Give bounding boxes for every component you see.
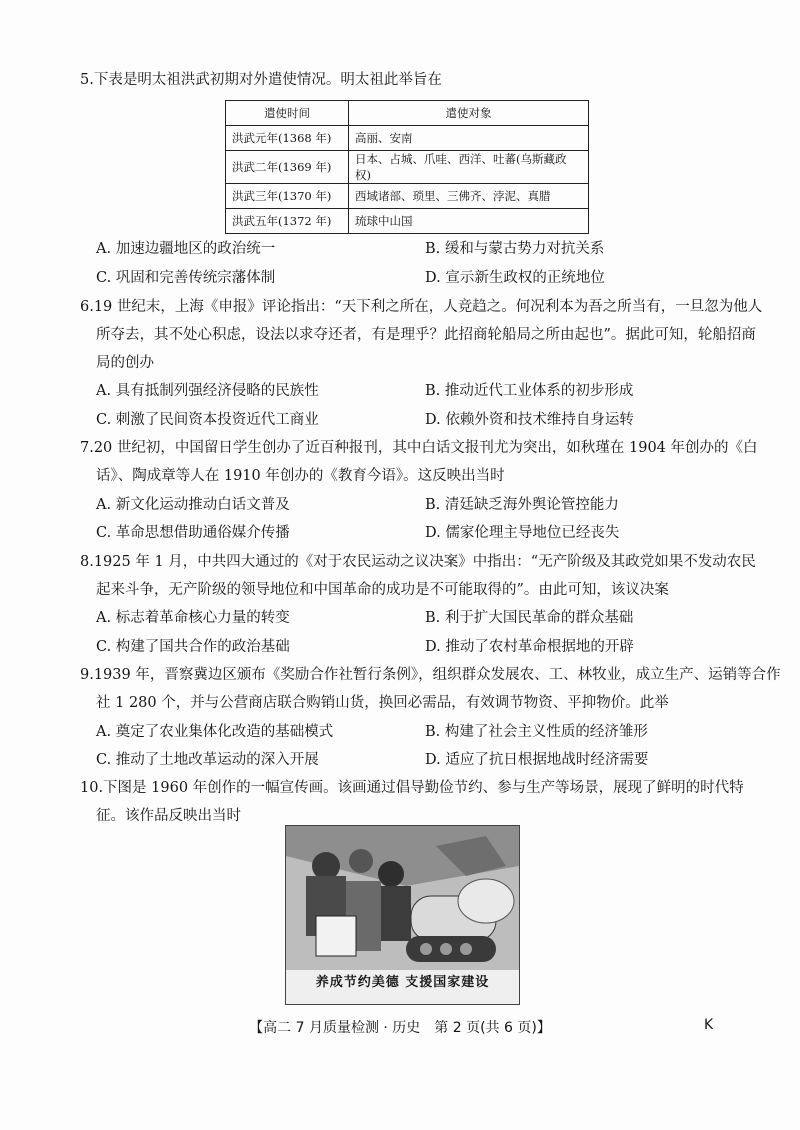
question-9-line-2: 社 1 280 个，并与公营商店联合购销山货，换回必需品，有效调节物资、平抑物价。此举 bbox=[96, 695, 669, 711]
propaganda-poster-image bbox=[285, 825, 520, 1005]
question-8-line-1: 8.1925 年 1 月，中共四大通过的《对于农民运动之议决案》中指出：“无产阶级及其政党如果不发动农民 bbox=[80, 554, 756, 570]
question-7-line-2: 话》、陶成章等人在 1910 年创办的《教育今语》。这反映出当时 bbox=[96, 468, 505, 484]
question-5-stem: 5.下表是明太祖洪武初期对外遣使情况。明太祖此举旨在 bbox=[80, 72, 442, 88]
q7-option-d[interactable]: D. 儒家伦理主导地位已经丧失 bbox=[425, 525, 620, 541]
q7-option-c[interactable]: C. 革命思想借助通俗媒介传播 bbox=[96, 525, 290, 541]
q6-option-a[interactable]: A. 具有抵制列强经济侵略的民族性 bbox=[96, 383, 319, 399]
q9-option-a[interactable]: A. 奠定了农业集体化改造的基础模式 bbox=[96, 724, 334, 740]
question-8-line-2: 起来斗争，无产阶级的领导地位和中国革命的成功是不可能取得的”。由此可知，该议决案 bbox=[96, 582, 669, 598]
table-cell-time: 洪武元年(1368 年) bbox=[226, 126, 349, 151]
q9-option-c[interactable]: C. 推动了土地改革运动的深入开展 bbox=[96, 752, 319, 768]
q7-option-b[interactable]: B. 清廷缺乏海外舆论管控能力 bbox=[425, 497, 619, 513]
table-row bbox=[226, 126, 589, 151]
poster-illustration bbox=[286, 826, 519, 970]
page-footer: 【高二 7 月质量检测 · 历史 第 2 页(共 6 页)】 bbox=[249, 1020, 551, 1036]
table-cell-time: 洪武三年(1370 年) bbox=[226, 184, 349, 209]
question-6-line-2: 所夺去，其不处心积虑，设法以求夺还者，有是理乎？此招商轮船局之所由起也”。据此可知，轮船招商 bbox=[96, 327, 756, 343]
q7-option-a[interactable]: A. 新文化运动推动白话文普及 bbox=[96, 497, 290, 513]
table-cell-time: 洪武二年(1369 年) bbox=[226, 151, 349, 184]
q6-option-c[interactable]: C. 刺激了民间资本投资近代工商业 bbox=[96, 412, 319, 428]
poster-title: 养成节约美德 支援国家建设 bbox=[315, 975, 490, 990]
question-7-line-1: 7.20 世纪初，中国留日学生创办了近百种报刊，其中白话文报刊尤为突出，如秋瑾在 1904 年创办的《白 bbox=[80, 440, 758, 456]
table-header-target: 遣使对象 bbox=[349, 101, 589, 126]
table-cell-target: 西域诸部、琐里、三佛齐、浡泥、真腊 bbox=[349, 184, 589, 209]
q6-option-b[interactable]: B. 推动近代工业体系的初步形成 bbox=[425, 383, 634, 399]
question-6-line-1: 6.19 世纪末，上海《申报》评论指出：“天下利之所在，人竞趋之。何况利本为吾之所当有，一旦忽为他人 bbox=[80, 299, 763, 315]
poster-caption bbox=[286, 970, 519, 1004]
q8-option-d[interactable]: D. 推动了农村革命根据地的开辟 bbox=[425, 639, 634, 655]
question-6-line-3: 局的创办 bbox=[96, 355, 154, 371]
question-10-line-2: 征。该作品反映出当时 bbox=[96, 808, 241, 824]
table-row bbox=[226, 184, 589, 209]
q6-option-d[interactable]: D. 依赖外资和技术维持自身运转 bbox=[425, 412, 634, 428]
table-cell-target: 日本、占城、爪哇、西洋、吐蕃(乌斯藏政权) bbox=[349, 151, 589, 184]
table-header-row bbox=[226, 101, 589, 126]
q5-option-c[interactable]: C. 巩固和完善传统宗藩体制 bbox=[96, 270, 276, 286]
table-header-time: 遣使时间 bbox=[226, 101, 349, 126]
table-cell-target: 高丽、安南 bbox=[349, 126, 589, 151]
envoy-table bbox=[225, 100, 589, 234]
q8-option-c[interactable]: C. 构建了国共合作的政治基础 bbox=[96, 639, 290, 655]
table-row bbox=[226, 151, 589, 184]
table-cell-time: 洪武五年(1372 年) bbox=[226, 209, 349, 234]
question-9-line-1: 9.1939 年，晋察冀边区颁布《奖励合作社暂行条例》，组织群众发展农、工、林牧业，成立生产、运销等合作 bbox=[80, 667, 781, 683]
q8-option-b[interactable]: B. 利于扩大国民革命的群众基础 bbox=[425, 610, 634, 626]
table-row bbox=[226, 209, 589, 234]
q5-option-a[interactable]: A. 加速边疆地区的政治统一 bbox=[96, 241, 276, 257]
question-10-line-1: 10.下图是 1960 年创作的一幅宣传画。该画通过倡导勤俭节约、参与生产等场景，展现了鲜明的时代特 bbox=[80, 780, 744, 796]
q9-option-d[interactable]: D. 适应了抗日根据地战时经济需要 bbox=[425, 752, 649, 768]
table-cell-target: 琉球中山国 bbox=[349, 209, 589, 234]
q9-option-b[interactable]: B. 构建了社会主义性质的经济雏形 bbox=[425, 724, 648, 740]
q5-option-d[interactable]: D. 宣示新生政权的正统地位 bbox=[425, 270, 605, 286]
q8-option-a[interactable]: A. 标志着革命核心力量的转变 bbox=[96, 610, 290, 626]
version-mark: K bbox=[704, 1017, 714, 1033]
q5-option-b[interactable]: B. 缓和与蒙古势力对抗关系 bbox=[425, 241, 605, 257]
